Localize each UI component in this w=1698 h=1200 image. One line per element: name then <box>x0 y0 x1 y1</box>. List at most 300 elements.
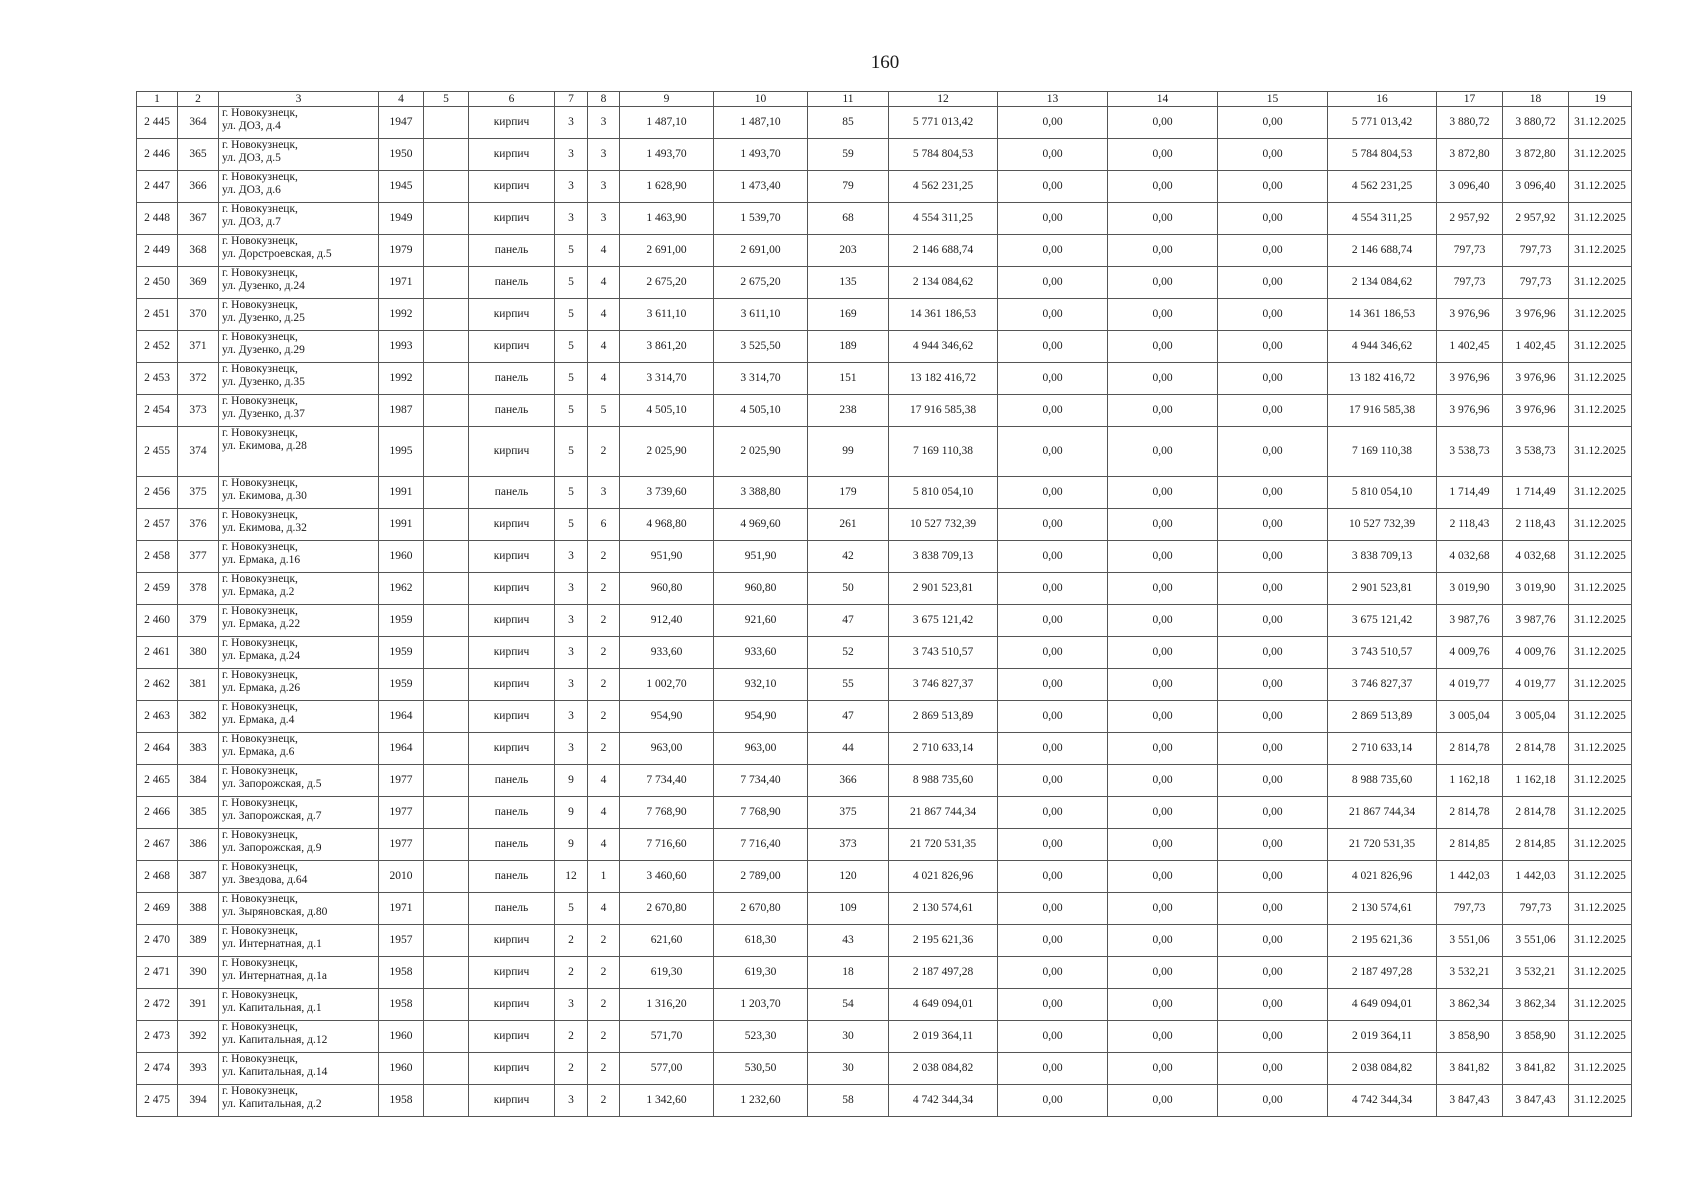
cell-cost: 2 038 084,82 <box>889 1053 998 1085</box>
cell-col13: 0,00 <box>998 331 1108 363</box>
cell-address <box>219 765 379 797</box>
cell-address <box>219 1053 379 1085</box>
address-city: г. Новокузнецк, <box>222 299 298 311</box>
cell-entrances: 4 <box>588 331 620 363</box>
cell-col14: 0,00 <box>1108 829 1218 861</box>
cell-entrances: 2 <box>588 701 620 733</box>
cell-date: 31.12.2025 <box>1569 925 1632 957</box>
cell-residents: 79 <box>808 171 889 203</box>
cell-col5 <box>424 171 469 203</box>
cell-area-total: 621,60 <box>620 925 714 957</box>
cell-index: 377 <box>178 541 219 573</box>
address-city: г. Новокузнецк, <box>222 605 298 617</box>
cell-col17: 797,73 <box>1437 235 1503 267</box>
cell-date: 31.12.2025 <box>1569 235 1632 267</box>
cell-col16: 2 146 688,74 <box>1328 235 1437 267</box>
cell-col18: 2 814,85 <box>1503 829 1569 861</box>
cell-col14: 0,00 <box>1108 925 1218 957</box>
cell-col18: 2 957,92 <box>1503 203 1569 235</box>
cell-entrances: 4 <box>588 829 620 861</box>
cell-floors: 5 <box>555 477 588 509</box>
cell-area-living: 3 611,10 <box>714 299 808 331</box>
cell-area-living: 3 314,70 <box>714 363 808 395</box>
cell-col13: 0,00 <box>998 509 1108 541</box>
cell-floors: 5 <box>555 427 588 477</box>
cell-material: кирпич <box>469 733 555 765</box>
cell-col14: 0,00 <box>1108 765 1218 797</box>
cell-col17: 3 005,04 <box>1437 701 1503 733</box>
cell-col14: 0,00 <box>1108 235 1218 267</box>
cell-area-total: 2 025,90 <box>620 427 714 477</box>
table-row <box>137 701 1632 733</box>
cell-entrances: 2 <box>588 925 620 957</box>
cell-date: 31.12.2025 <box>1569 395 1632 427</box>
cell-col15: 0,00 <box>1218 267 1328 299</box>
cell-index: 373 <box>178 395 219 427</box>
cell-index: 372 <box>178 363 219 395</box>
address-street: ул. Дузенко, д.25 <box>222 312 305 324</box>
cell-col5 <box>424 637 469 669</box>
address-street: ул. Ермака, д.24 <box>222 650 301 662</box>
cell-area-total: 619,30 <box>620 957 714 989</box>
table-row <box>137 861 1632 893</box>
cell-entrances: 2 <box>588 989 620 1021</box>
cell-number: 2 474 <box>137 1053 178 1085</box>
cell-residents: 109 <box>808 893 889 925</box>
cell-date: 31.12.2025 <box>1569 669 1632 701</box>
cell-col14: 0,00 <box>1108 171 1218 203</box>
cell-material: панель <box>469 267 555 299</box>
cell-col14: 0,00 <box>1108 1053 1218 1085</box>
cell-col17: 1 162,18 <box>1437 765 1503 797</box>
cell-col14: 0,00 <box>1108 427 1218 477</box>
cell-material: кирпич <box>469 203 555 235</box>
cell-area-total: 1 002,70 <box>620 669 714 701</box>
address-city: г. Новокузнецк, <box>222 925 298 937</box>
cell-date: 31.12.2025 <box>1569 861 1632 893</box>
cell-material: кирпич <box>469 989 555 1021</box>
cell-index: 393 <box>178 1053 219 1085</box>
address-city: г. Новокузнецк, <box>222 1021 298 1033</box>
cell-date: 31.12.2025 <box>1569 957 1632 989</box>
cell-area-living: 7 734,40 <box>714 765 808 797</box>
address-city: г. Новокузнецк, <box>222 171 298 183</box>
table-row <box>137 669 1632 701</box>
cell-index: 368 <box>178 235 219 267</box>
column-header: 9 <box>620 92 714 107</box>
cell-col15: 0,00 <box>1218 139 1328 171</box>
address-street: ул. Капитальная, д.2 <box>222 1098 322 1110</box>
cell-col15: 0,00 <box>1218 765 1328 797</box>
cell-cost: 2 146 688,74 <box>889 235 998 267</box>
address-street: ул. Зыряновская, д.80 <box>222 906 328 918</box>
cell-col16: 7 169 110,38 <box>1328 427 1437 477</box>
cell-col15: 0,00 <box>1218 235 1328 267</box>
cell-col13: 0,00 <box>998 1053 1108 1085</box>
address-street: ул. Ермака, д.22 <box>222 618 301 630</box>
table-row <box>137 797 1632 829</box>
cell-col18: 3 532,21 <box>1503 957 1569 989</box>
address-street: ул. Запорожская, д.9 <box>222 842 322 854</box>
cell-col14: 0,00 <box>1108 893 1218 925</box>
table-body <box>137 107 1632 1117</box>
cell-material: панель <box>469 235 555 267</box>
cell-residents: 58 <box>808 1085 889 1117</box>
cell-entrances: 4 <box>588 765 620 797</box>
cell-col13: 0,00 <box>998 541 1108 573</box>
header-row <box>137 92 1632 107</box>
cell-floors: 5 <box>555 331 588 363</box>
cell-residents: 44 <box>808 733 889 765</box>
address-street: ул. Дузенко, д.35 <box>222 376 305 388</box>
cell-entrances: 5 <box>588 395 620 427</box>
cell-residents: 85 <box>808 107 889 139</box>
cell-col18: 2 814,78 <box>1503 733 1569 765</box>
cell-col16: 2 195 621,36 <box>1328 925 1437 957</box>
cell-col13: 0,00 <box>998 765 1108 797</box>
cell-col15: 0,00 <box>1218 957 1328 989</box>
cell-address <box>219 363 379 395</box>
cell-col14: 0,00 <box>1108 541 1218 573</box>
column-header: 3 <box>219 92 379 107</box>
cell-col17: 3 538,73 <box>1437 427 1503 477</box>
cell-date: 31.12.2025 <box>1569 765 1632 797</box>
cell-date: 31.12.2025 <box>1569 829 1632 861</box>
cell-residents: 135 <box>808 267 889 299</box>
cell-year: 1957 <box>379 925 424 957</box>
cell-floors: 3 <box>555 637 588 669</box>
cell-col13: 0,00 <box>998 427 1108 477</box>
cell-col16: 4 562 231,25 <box>1328 171 1437 203</box>
table-row <box>137 637 1632 669</box>
table-row <box>137 203 1632 235</box>
cell-floors: 3 <box>555 541 588 573</box>
cell-col5 <box>424 957 469 989</box>
cell-material: кирпич <box>469 139 555 171</box>
table-row <box>137 957 1632 989</box>
table-row <box>137 541 1632 573</box>
address-city: г. Новокузнецк, <box>222 395 298 407</box>
cell-year: 1993 <box>379 331 424 363</box>
cell-entrances: 2 <box>588 1053 620 1085</box>
cell-floors: 2 <box>555 925 588 957</box>
cell-number: 2 465 <box>137 765 178 797</box>
cell-col17: 4 032,68 <box>1437 541 1503 573</box>
cell-entrances: 2 <box>588 669 620 701</box>
cell-floors: 5 <box>555 509 588 541</box>
cell-floors: 9 <box>555 829 588 861</box>
address-city: г. Новокузнецк, <box>222 427 298 439</box>
address-street: ул. Капитальная, д.12 <box>222 1034 328 1046</box>
cell-date: 31.12.2025 <box>1569 427 1632 477</box>
cell-area-total: 954,90 <box>620 701 714 733</box>
cell-floors: 2 <box>555 1021 588 1053</box>
cell-year: 1960 <box>379 541 424 573</box>
cell-area-living: 2 789,00 <box>714 861 808 893</box>
cell-year: 1958 <box>379 989 424 1021</box>
cell-cost: 10 527 732,39 <box>889 509 998 541</box>
cell-floors: 3 <box>555 701 588 733</box>
cell-col5 <box>424 477 469 509</box>
address-street: ул. Ермака, д.6 <box>222 746 295 758</box>
column-header: 18 <box>1503 92 1569 107</box>
cell-residents: 43 <box>808 925 889 957</box>
column-header: 10 <box>714 92 808 107</box>
cell-entrances: 2 <box>588 733 620 765</box>
table-header <box>137 92 1632 107</box>
cell-date: 31.12.2025 <box>1569 637 1632 669</box>
cell-entrances: 4 <box>588 363 620 395</box>
cell-col14: 0,00 <box>1108 331 1218 363</box>
cell-col5 <box>424 1053 469 1085</box>
table-row <box>137 1021 1632 1053</box>
cell-floors: 3 <box>555 733 588 765</box>
cell-number: 2 458 <box>137 541 178 573</box>
cell-floors: 3 <box>555 1085 588 1117</box>
address-city: г. Новокузнецк, <box>222 509 298 521</box>
cell-area-total: 577,00 <box>620 1053 714 1085</box>
cell-entrances: 2 <box>588 605 620 637</box>
cell-area-living: 1 539,70 <box>714 203 808 235</box>
cell-cost: 3 675 121,42 <box>889 605 998 637</box>
cell-residents: 99 <box>808 427 889 477</box>
cell-col16: 2 901 523,81 <box>1328 573 1437 605</box>
cell-residents: 42 <box>808 541 889 573</box>
cell-cost: 17 916 585,38 <box>889 395 998 427</box>
cell-col15: 0,00 <box>1218 989 1328 1021</box>
address-city: г. Новокузнецк, <box>222 669 298 681</box>
cell-floors: 3 <box>555 573 588 605</box>
cell-col14: 0,00 <box>1108 861 1218 893</box>
cell-number: 2 451 <box>137 299 178 331</box>
cell-date: 31.12.2025 <box>1569 509 1632 541</box>
cell-residents: 151 <box>808 363 889 395</box>
cell-col17: 1 402,45 <box>1437 331 1503 363</box>
cell-material: кирпич <box>469 701 555 733</box>
cell-floors: 3 <box>555 669 588 701</box>
cell-col17: 3 096,40 <box>1437 171 1503 203</box>
cell-col5 <box>424 797 469 829</box>
cell-area-total: 7 768,90 <box>620 797 714 829</box>
cell-address <box>219 605 379 637</box>
page-number: 160 <box>870 52 900 73</box>
column-header: 13 <box>998 92 1108 107</box>
cell-col16: 5 784 804,53 <box>1328 139 1437 171</box>
cell-cost: 3 743 510,57 <box>889 637 998 669</box>
cell-col14: 0,00 <box>1108 107 1218 139</box>
cell-residents: 30 <box>808 1021 889 1053</box>
address-city: г. Новокузнецк, <box>222 989 298 1001</box>
cell-col17: 3 862,34 <box>1437 989 1503 1021</box>
address-city: г. Новокузнецк, <box>222 1053 298 1065</box>
cell-col5 <box>424 203 469 235</box>
cell-address <box>219 235 379 267</box>
cell-floors: 5 <box>555 395 588 427</box>
cell-col15: 0,00 <box>1218 925 1328 957</box>
cell-area-living: 1 473,40 <box>714 171 808 203</box>
cell-cost: 2 869 513,89 <box>889 701 998 733</box>
cell-year: 1959 <box>379 637 424 669</box>
address-city: г. Новокузнецк, <box>222 541 298 553</box>
cell-index: 391 <box>178 989 219 1021</box>
cell-col15: 0,00 <box>1218 477 1328 509</box>
cell-col16: 4 649 094,01 <box>1328 989 1437 1021</box>
cell-col14: 0,00 <box>1108 989 1218 1021</box>
cell-col5 <box>424 573 469 605</box>
address-street: ул. Дузенко, д.24 <box>222 280 305 292</box>
address-street: ул. Дузенко, д.29 <box>222 344 305 356</box>
cell-area-living: 963,00 <box>714 733 808 765</box>
cell-col16: 2 187 497,28 <box>1328 957 1437 989</box>
table-row <box>137 331 1632 363</box>
cell-entrances: 3 <box>588 203 620 235</box>
cell-address <box>219 861 379 893</box>
cell-area-total: 951,90 <box>620 541 714 573</box>
cell-col18: 1 162,18 <box>1503 765 1569 797</box>
cell-number: 2 450 <box>137 267 178 299</box>
table-row <box>137 605 1632 637</box>
cell-col16: 2 134 084,62 <box>1328 267 1437 299</box>
cell-area-living: 619,30 <box>714 957 808 989</box>
cell-area-total: 7 716,60 <box>620 829 714 861</box>
cell-date: 31.12.2025 <box>1569 203 1632 235</box>
cell-number: 2 455 <box>137 427 178 477</box>
cell-col5 <box>424 427 469 477</box>
cell-col18: 4 009,76 <box>1503 637 1569 669</box>
table-row <box>137 299 1632 331</box>
cell-number: 2 448 <box>137 203 178 235</box>
column-header: 4 <box>379 92 424 107</box>
cell-number: 2 453 <box>137 363 178 395</box>
cell-year: 1962 <box>379 573 424 605</box>
cell-col16: 21 720 531,35 <box>1328 829 1437 861</box>
cell-index: 364 <box>178 107 219 139</box>
data-table <box>136 91 1632 1117</box>
cell-floors: 5 <box>555 267 588 299</box>
cell-material: кирпич <box>469 637 555 669</box>
cell-col14: 0,00 <box>1108 573 1218 605</box>
cell-year: 1995 <box>379 427 424 477</box>
cell-material: кирпич <box>469 1085 555 1117</box>
cell-col14: 0,00 <box>1108 733 1218 765</box>
cell-col17: 1 714,49 <box>1437 477 1503 509</box>
cell-col13: 0,00 <box>998 925 1108 957</box>
cell-entrances: 3 <box>588 171 620 203</box>
column-header: 8 <box>588 92 620 107</box>
cell-col16: 3 675 121,42 <box>1328 605 1437 637</box>
cell-col15: 0,00 <box>1218 107 1328 139</box>
cell-cost: 2 195 621,36 <box>889 925 998 957</box>
cell-material: кирпич <box>469 541 555 573</box>
cell-year: 2010 <box>379 861 424 893</box>
cell-number: 2 475 <box>137 1085 178 1117</box>
address-street: ул. ДОЗ, д.7 <box>222 216 281 228</box>
cell-col18: 3 976,96 <box>1503 363 1569 395</box>
cell-entrances: 4 <box>588 797 620 829</box>
cell-material: кирпич <box>469 427 555 477</box>
cell-col17: 3 976,96 <box>1437 395 1503 427</box>
cell-date: 31.12.2025 <box>1569 893 1632 925</box>
cell-col16: 4 742 344,34 <box>1328 1085 1437 1117</box>
cell-col18: 3 862,34 <box>1503 989 1569 1021</box>
cell-col5 <box>424 733 469 765</box>
cell-col15: 0,00 <box>1218 861 1328 893</box>
column-header: 16 <box>1328 92 1437 107</box>
address-city: г. Новокузнецк, <box>222 235 298 247</box>
cell-date: 31.12.2025 <box>1569 171 1632 203</box>
cell-index: 392 <box>178 1021 219 1053</box>
cell-material: кирпич <box>469 107 555 139</box>
cell-area-total: 3 611,10 <box>620 299 714 331</box>
cell-col18: 2 118,43 <box>1503 509 1569 541</box>
cell-area-total: 3 739,60 <box>620 477 714 509</box>
cell-material: панель <box>469 765 555 797</box>
cell-floors: 5 <box>555 363 588 395</box>
cell-index: 366 <box>178 171 219 203</box>
cell-material: панель <box>469 829 555 861</box>
cell-cost: 5 771 013,42 <box>889 107 998 139</box>
address-city: г. Новокузнецк, <box>222 1085 298 1097</box>
cell-number: 2 462 <box>137 669 178 701</box>
cell-col13: 0,00 <box>998 989 1108 1021</box>
cell-index: 376 <box>178 509 219 541</box>
cell-col14: 0,00 <box>1108 363 1218 395</box>
cell-cost: 8 988 735,60 <box>889 765 998 797</box>
cell-col13: 0,00 <box>998 171 1108 203</box>
cell-area-total: 2 670,80 <box>620 893 714 925</box>
cell-col13: 0,00 <box>998 637 1108 669</box>
cell-col13: 0,00 <box>998 363 1108 395</box>
cell-col17: 3 976,96 <box>1437 363 1503 395</box>
cell-col17: 3 976,96 <box>1437 299 1503 331</box>
cell-year: 1960 <box>379 1021 424 1053</box>
table-row <box>137 1053 1632 1085</box>
cell-date: 31.12.2025 <box>1569 477 1632 509</box>
cell-residents: 373 <box>808 829 889 861</box>
address-street: ул. Запорожская, д.5 <box>222 778 322 790</box>
cell-floors: 5 <box>555 235 588 267</box>
cell-col16: 17 916 585,38 <box>1328 395 1437 427</box>
cell-col5 <box>424 235 469 267</box>
cell-cost: 4 562 231,25 <box>889 171 998 203</box>
address-street: ул. Капитальная, д.14 <box>222 1066 328 1078</box>
cell-col5 <box>424 541 469 573</box>
cell-address <box>219 957 379 989</box>
cell-col17: 3 987,76 <box>1437 605 1503 637</box>
cell-year: 1958 <box>379 957 424 989</box>
cell-col15: 0,00 <box>1218 171 1328 203</box>
cell-floors: 2 <box>555 1053 588 1085</box>
cell-floors: 3 <box>555 139 588 171</box>
cell-col5 <box>424 605 469 637</box>
cell-index: 384 <box>178 765 219 797</box>
cell-col18: 797,73 <box>1503 235 1569 267</box>
cell-index: 381 <box>178 669 219 701</box>
cell-col17: 797,73 <box>1437 893 1503 925</box>
cell-col16: 4 554 311,25 <box>1328 203 1437 235</box>
cell-entrances: 2 <box>588 637 620 669</box>
cell-col16: 2 038 084,82 <box>1328 1053 1437 1085</box>
cell-year: 1977 <box>379 797 424 829</box>
cell-entrances: 4 <box>588 893 620 925</box>
cell-col14: 0,00 <box>1108 267 1218 299</box>
cell-col13: 0,00 <box>998 235 1108 267</box>
cell-floors: 9 <box>555 797 588 829</box>
cell-index: 367 <box>178 203 219 235</box>
cell-cost: 2 187 497,28 <box>889 957 998 989</box>
column-header: 12 <box>889 92 998 107</box>
address-street: ул. Ермака, д.4 <box>222 714 295 726</box>
